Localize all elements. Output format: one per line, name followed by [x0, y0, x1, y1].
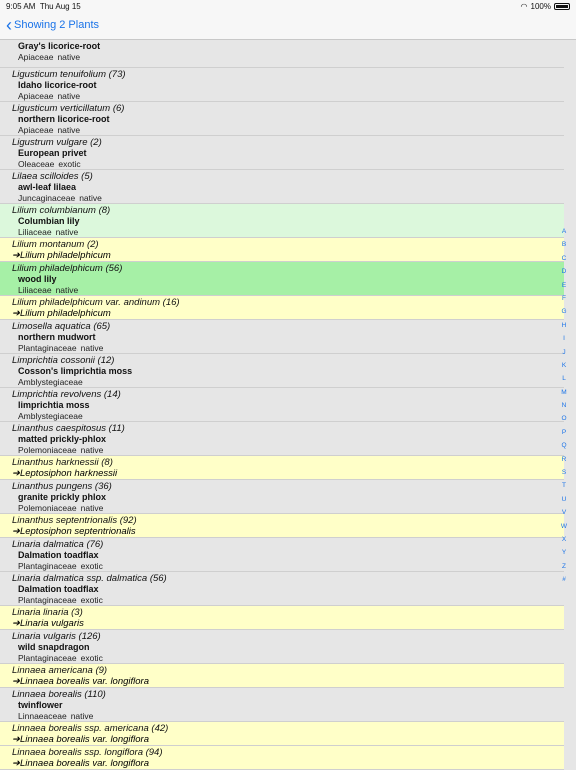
index-letter[interactable]: U [561, 495, 567, 503]
family-name: Apiaceae [18, 52, 54, 62]
index-letter[interactable]: H [561, 321, 567, 329]
plant-row[interactable] [0, 320, 564, 354]
scientific-name: Ligusticum verticillatum (6) [12, 103, 125, 114]
alphabet-index[interactable] [559, 225, 569, 587]
family-line [12, 125, 564, 135]
plant-row[interactable] [0, 262, 564, 296]
scientific-name: Lilium montanum (2) [12, 239, 99, 250]
origin-status: native [57, 125, 81, 135]
common-name: Gray's licorice-root [18, 41, 101, 51]
common-name: wood lily [18, 274, 57, 284]
battery-percent: 100% [530, 2, 551, 11]
scientific-name: Lilium columbianum (8) [12, 205, 111, 216]
synonym-row[interactable] [0, 296, 564, 320]
origin-status: native [57, 52, 81, 62]
origin-status: native [80, 445, 104, 455]
plant-row[interactable] [0, 688, 564, 722]
synonym-row[interactable] [0, 746, 564, 770]
plant-row[interactable] [0, 204, 564, 238]
back-button[interactable] [6, 16, 99, 34]
scientific-name: Ligusticum tenuifolium (73) [12, 69, 126, 80]
index-letter[interactable]: L [562, 375, 566, 383]
origin-status: native [57, 91, 81, 101]
family-line [12, 503, 564, 513]
family-name: Amblystegiaceae [18, 377, 83, 387]
family-line [12, 445, 564, 455]
synonym-target: ➔Linaria vulgaris [12, 618, 84, 629]
common-name: Columbian lily [18, 216, 80, 226]
family-line [12, 227, 564, 237]
common-name: northern licorice-root [18, 114, 110, 124]
index-letter[interactable]: B [561, 241, 567, 249]
synonym-target: ➔Leptosiphon septentrionalis [12, 526, 136, 537]
common-name: limprichtia moss [18, 400, 90, 410]
plant-row[interactable] [0, 630, 564, 664]
scientific-name: Linnaea borealis ssp. americana (42) [12, 723, 169, 734]
scientific-name: Limprichtia revolvens (14) [12, 389, 121, 400]
common-name: Dalmation toadflax [18, 584, 99, 594]
navigation-bar [0, 12, 576, 40]
synonym-row[interactable] [0, 238, 564, 262]
scientific-name: Lilium philadelphicum var. andinum (16) [12, 297, 180, 308]
family-line [12, 595, 564, 605]
family-name: Polemoniaceae [18, 445, 77, 455]
family-line [12, 343, 564, 353]
index-letter[interactable]: Q [561, 442, 567, 450]
plant-row[interactable] [0, 354, 564, 388]
family-line [12, 711, 564, 721]
plant-row[interactable] [0, 68, 564, 102]
synonym-row[interactable] [0, 722, 564, 746]
family-name: Polemoniaceae [18, 503, 77, 513]
common-name: awl-leaf lilaea [18, 182, 77, 192]
index-letter[interactable]: O [561, 415, 567, 423]
scientific-name: Lilium philadelphicum (56) [12, 263, 123, 274]
common-name: Dalmation toadflax [18, 550, 99, 560]
index-letter[interactable]: E [561, 281, 567, 289]
index-letter[interactable]: X [561, 535, 567, 543]
back-label: Showing 2 Plants [14, 19, 99, 31]
index-letter[interactable]: # [562, 576, 566, 584]
origin-status: exotic [80, 561, 103, 571]
index-letter[interactable]: A [561, 228, 567, 235]
status-bar [0, 0, 576, 12]
index-letter[interactable]: W [560, 522, 568, 530]
synonym-row[interactable] [0, 514, 564, 538]
scientific-name: Lilaea scilloides (5) [12, 171, 93, 182]
family-line [12, 159, 564, 169]
family-line [12, 377, 564, 387]
status-time [6, 2, 81, 11]
common-name: twinflower [18, 700, 63, 710]
common-name: granite prickly phlox [18, 492, 107, 502]
synonym-target: ➔Leptosiphon harknessii [12, 468, 118, 479]
scientific-name: Linnaea americana (9) [12, 665, 108, 676]
index-letter[interactable]: R [561, 455, 567, 463]
common-name: European privet [18, 148, 87, 158]
scientific-name: Linaria linaria (3) [12, 607, 83, 618]
chevron-left-icon: ‹ [6, 15, 12, 35]
scientific-name: Linanthus caespitosus (11) [12, 423, 125, 434]
family-name: Plantaginaceae [18, 653, 77, 663]
family-line [12, 411, 564, 421]
scientific-name: Linnaea borealis (110) [12, 689, 106, 700]
family-line [12, 285, 564, 295]
plant-row[interactable] [0, 572, 564, 606]
index-letter[interactable]: N [561, 402, 567, 410]
family-line [12, 91, 564, 101]
index-letter[interactable]: Y [561, 549, 567, 557]
synonym-row[interactable] [0, 606, 564, 630]
index-letter[interactable]: P [561, 428, 567, 436]
scientific-name: Ligustrum vulgare (2) [12, 137, 102, 148]
family-name: Amblystegiaceae [18, 411, 83, 421]
plant-row[interactable] [0, 538, 564, 572]
synonym-target: ➔Linnaea borealis var. longiflora [12, 734, 149, 745]
family-line [12, 52, 564, 62]
index-letter[interactable]: G [561, 308, 567, 316]
index-letter[interactable]: D [561, 268, 567, 276]
plant-row[interactable] [0, 388, 564, 422]
scientific-name: Linaria dalmatica ssp. dalmatica (56) [12, 573, 167, 584]
origin-status: native [80, 343, 104, 353]
index-letter[interactable]: C [561, 254, 567, 262]
family-line [12, 193, 564, 203]
family-name: Plantaginaceae [18, 561, 77, 571]
origin-status: native [55, 285, 79, 295]
origin-status: exotic [80, 595, 103, 605]
plant-row[interactable] [0, 170, 564, 204]
family-name: Oleaceae [18, 159, 55, 169]
family-name: Linnaeaceae [18, 711, 67, 721]
common-name: northern mudwort [18, 332, 96, 342]
common-name: wild snapdragon [18, 642, 90, 652]
scientific-name: Linanthus harknessii (8) [12, 457, 113, 468]
index-letter[interactable]: J [562, 348, 566, 356]
scientific-name: Limprichtia cossonii (12) [12, 355, 115, 366]
status-right [521, 2, 570, 11]
synonym-row[interactable] [0, 456, 564, 480]
origin-status: native [55, 227, 79, 237]
synonym-target: ➔Linnaea borealis var. longiflora [12, 758, 149, 769]
family-name: Liliaceae [18, 227, 52, 237]
origin-status: exotic [80, 653, 103, 663]
synonym-target: ➔Linnaea borealis var. longiflora [12, 676, 149, 687]
common-name: Idaho licorice-root [18, 80, 97, 90]
index-letter[interactable]: T [562, 482, 566, 490]
scientific-name: Limosella aquatica (65) [12, 321, 111, 332]
family-name: Liliaceae [18, 285, 52, 295]
plant-row[interactable] [0, 422, 564, 456]
plant-row[interactable] [0, 40, 564, 68]
scientific-name: Linnaea borealis ssp. longiflora (94) [12, 747, 163, 758]
origin-status: native [70, 711, 94, 721]
index-letter[interactable]: Z [562, 562, 566, 570]
family-line [12, 653, 564, 663]
index-letter[interactable]: S [561, 469, 567, 477]
scientific-name: Linaria vulgaris (126) [12, 631, 101, 642]
scientific-name: Linanthus septentrionalis (92) [12, 515, 137, 526]
wifi-icon: ◠ [520, 2, 528, 11]
index-letter[interactable]: K [561, 361, 567, 369]
synonym-target: ➔Lilium philadelphicum [12, 308, 111, 319]
origin-status: native [79, 193, 102, 203]
synonym-row[interactable] [0, 664, 564, 688]
origin-status: exotic [58, 159, 81, 169]
index-letter[interactable]: M [561, 388, 567, 396]
synonym-target: ➔Lilium philadelphicum [12, 250, 111, 261]
common-name: matted prickly-phlox [18, 434, 107, 444]
scientific-name: Linanthus pungens (36) [12, 481, 112, 492]
index-letter[interactable]: I [563, 335, 565, 343]
time-text: 9:05 AM [6, 2, 36, 11]
scientific-name: Linaria dalmatica (76) [12, 539, 104, 550]
plant-list[interactable] [0, 40, 564, 770]
origin-status: native [80, 503, 104, 513]
index-letter[interactable]: F [562, 294, 566, 302]
family-name: Apiaceae [18, 91, 54, 101]
plant-row[interactable] [0, 480, 564, 514]
index-letter[interactable]: V [561, 509, 567, 517]
family-name: Plantaginaceae [18, 595, 77, 605]
plant-row[interactable] [0, 136, 564, 170]
battery-icon [554, 3, 570, 10]
plant-row[interactable] [0, 102, 564, 136]
family-name: Juncaginaceae [18, 193, 76, 203]
common-name: Cosson's limprichtia moss [18, 366, 133, 376]
date-text: Thu Aug 15 [39, 2, 81, 11]
family-name: Plantaginaceae [18, 343, 77, 353]
family-line [12, 561, 564, 571]
family-name: Apiaceae [18, 125, 54, 135]
